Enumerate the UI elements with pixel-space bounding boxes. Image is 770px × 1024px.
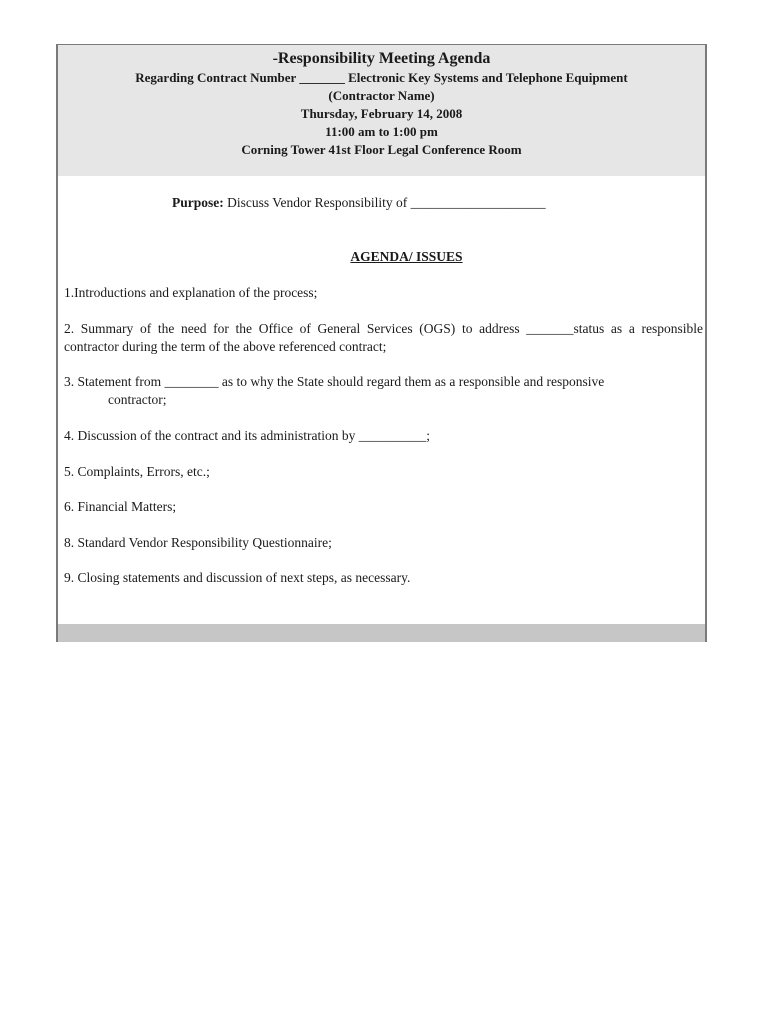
- purpose-text: Discuss Vendor Responsibility of ____________________: [223, 195, 546, 210]
- meeting-location: Corning Tower 41st Floor Legal Conference Room: [241, 142, 522, 157]
- header-band: [58, 45, 705, 176]
- footer-band: [58, 624, 705, 642]
- purpose-label: Purpose:: [172, 195, 224, 210]
- agenda-item-4: 4. Discussion of the contract and its administration by __________;: [64, 428, 430, 443]
- agenda-document: [56, 44, 707, 642]
- meeting-date: Thursday, February 14, 2008: [300, 106, 463, 121]
- agenda-heading: AGENDA/ ISSUES: [350, 249, 463, 264]
- agenda-item-6: 6. Financial Matters;: [64, 499, 177, 514]
- contract-line: Regarding Contract Number _______ Electronic Key Systems and Telephone Equipment: [135, 70, 628, 85]
- agenda-item-1: 1.Introductions and explanation of the process;: [64, 285, 318, 300]
- agenda-item-3: [64, 373, 703, 409]
- agenda-item-3-line1: 3. Statement from ________ as to why the State should regard them as a responsible and responsive: [64, 374, 605, 389]
- contractor-name-line: (Contractor Name): [328, 88, 435, 103]
- agenda-item-8: 8. Standard Vendor Responsibility Questionnaire;: [64, 535, 332, 550]
- agenda-item-5: 5. Complaints, Errors, etc.;: [64, 464, 210, 479]
- purpose-line: [172, 195, 546, 211]
- agenda-item-2: 2. Summary of the need for the Office of General Services (OGS) to address _______status as a responsible contractor during the term of the above referenced contract;: [64, 321, 703, 354]
- document-title: -Responsibility Meeting Agenda: [272, 50, 491, 67]
- agenda-item-9: 9. Closing statements and discussion of next steps, as necessary.: [64, 570, 411, 585]
- meeting-time: 11:00 am to 1:00 pm: [325, 124, 438, 139]
- agenda-item-3-line2: contractor;: [108, 392, 167, 407]
